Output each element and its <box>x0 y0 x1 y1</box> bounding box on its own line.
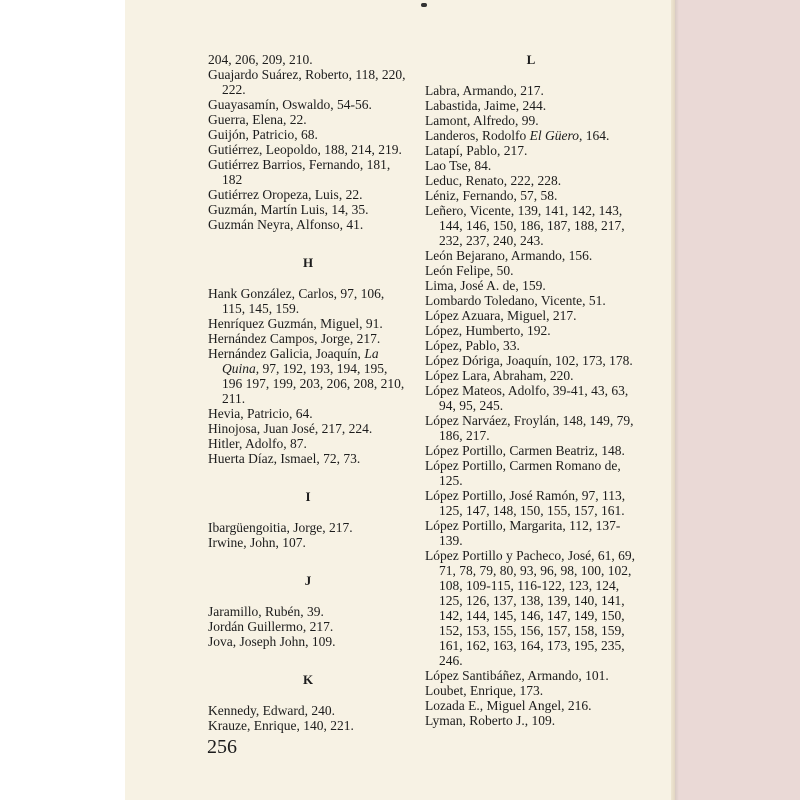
index-entry: Leñero, Vicente, 139, 141, 142, 143, 144, 146, 150, 186, 187, 188, 217, 232, 237, 240, 243. <box>425 203 625 248</box>
index-entry: Guzmán Neyra, Alfonso, 41. <box>208 217 364 232</box>
section-letter-h: H <box>302 255 314 270</box>
index-entry: 204, 206, 209, 210. <box>208 52 313 67</box>
index-entry: López Lara, Abraham, 220. <box>425 368 574 383</box>
page-mark <box>421 3 427 7</box>
background-strip <box>673 0 800 800</box>
index-entry: Lozada E., Miguel Angel, 216. <box>425 698 592 713</box>
index-entry: López Mateos, Adolfo, 39-41, 43, 63, 94, 95, 245. <box>425 383 629 413</box>
entry-pages: , 97, 192, 193, 194, 195, 196 197, 199, 203, 206, 208, 210, 211. <box>222 361 405 406</box>
index-entry: Guijón, Patricio, 68. <box>208 127 318 142</box>
index-entry: Latapí, Pablo, 217. <box>425 143 528 158</box>
index-entry: López Portillo, Carmen Romano de, 125. <box>425 458 621 488</box>
index-entry: León Felipe, 50. <box>425 263 514 278</box>
index-entry: López Portillo y Pacheco, José, 61, 69, 71, 78, 79, 80, 93, 96, 98, 100, 102, 108, 109-115, 116-122, 123, 124, 125, 126, 137, 138, 139, 140, 141, 142, 144, 145, 146, 147, 149, 150, 152, 153, 155, 156, 157, 158, 159, 161, 162, 163, 164, 173, 195, 235, 246. <box>425 548 635 668</box>
section-letter-j: J <box>304 573 312 588</box>
index-entry-landeros <box>425 128 637 143</box>
index-entry: López Portillo, Carmen Beatriz, 148. <box>425 443 625 458</box>
index-entry: Hinojosa, Juan José, 217, 224. <box>208 421 373 436</box>
index-entry: Lima, José A. de, 159. <box>425 278 546 293</box>
index-entry-hernandez-galicia <box>208 346 408 406</box>
index-entry: Hank González, Carlos, 97, 106, 115, 145, 159. <box>208 286 385 316</box>
section-letter-l: L <box>526 52 536 67</box>
book-page <box>125 0 675 800</box>
index-entry: Leduc, Renato, 222, 228. <box>425 173 562 188</box>
index-entry: Hernández Campos, Jorge, 217. <box>208 331 381 346</box>
index-entry: Jaramillo, Rubén, 39. <box>208 604 324 619</box>
index-column-left <box>208 52 408 733</box>
index-entry: Léniz, Fernando, 57, 58. <box>425 188 558 203</box>
index-entry: Guerra, Elena, 22. <box>208 112 307 127</box>
index-entry: Ibargüengoitia, Jorge, 217. <box>208 520 353 535</box>
index-entry: Gutiérrez Barrios, Fernando, 181, 182 <box>208 157 391 187</box>
index-entry: Irwine, John, 107. <box>208 535 306 550</box>
index-entry: Hitler, Adolfo, 87. <box>208 436 307 451</box>
section-letter-k: K <box>302 672 314 687</box>
index-entry: López Narváez, Froylán, 148, 149, 79, 186, 217. <box>425 413 634 443</box>
index-entry: Guzmán, Martín Luis, 14, 35. <box>208 202 369 217</box>
index-entry: Lombardo Toledano, Vicente, 51. <box>425 293 606 308</box>
index-entry: Lamont, Alfredo, 99. <box>425 113 539 128</box>
index-entry: Lao Tse, 84. <box>425 158 492 173</box>
index-entry: Jordán Guillermo, 217. <box>208 619 334 634</box>
index-entry: Hevia, Patricio, 64. <box>208 406 313 421</box>
index-entry: Kennedy, Edward, 240. <box>208 703 335 718</box>
index-entry: López, Humberto, 192. <box>425 323 551 338</box>
index-entry: Lyman, Roberto J., 109. <box>425 713 556 728</box>
index-entry: López Santibáñez, Armando, 101. <box>425 668 609 683</box>
index-entry: López Portillo, José Ramón, 97, 113, 125, 147, 148, 150, 155, 157, 161. <box>425 488 626 518</box>
index-entry: López Azuara, Miguel, 217. <box>425 308 577 323</box>
index-entry: López Dóriga, Joaquín, 102, 173, 178. <box>425 353 633 368</box>
index-entry: Loubet, Enrique, 173. <box>425 683 544 698</box>
index-entry: López Portillo, Margarita, 112, 137-139. <box>425 518 621 548</box>
index-entry: Labra, Armando, 217. <box>425 83 544 98</box>
index-entry: Huerta Díaz, Ismael, 72, 73. <box>208 451 361 466</box>
entry-name: Hernández Galicia, Joaquín, <box>208 346 365 361</box>
index-entry: León Bejarano, Armando, 156. <box>425 248 593 263</box>
index-column-right <box>425 52 637 728</box>
index-entry: Jova, Joseph John, 109. <box>208 634 336 649</box>
section-letter-i: I <box>305 489 311 504</box>
index-entry: Labastida, Jaime, 244. <box>425 98 547 113</box>
index-entry: Guayasamín, Oswaldo, 54-56. <box>208 97 372 112</box>
index-entry: Gutiérrez Oropeza, Luis, 22. <box>208 187 363 202</box>
index-entry: Henríquez Guzmán, Miguel, 91. <box>208 316 383 331</box>
index-entry: Guajardo Suárez, Roberto, 118, 220, 222. <box>208 67 406 97</box>
index-entry: Gutiérrez, Leopoldo, 188, 214, 219. <box>208 142 402 157</box>
entry-pages: , 164. <box>578 128 610 143</box>
index-entry: Krauze, Enrique, 140, 221. <box>208 718 354 733</box>
entry-name: Landeros, Rodolfo <box>425 128 530 143</box>
entry-alias: La Quina <box>222 346 379 376</box>
index-entry: López, Pablo, 33. <box>425 338 520 353</box>
entry-alias: El Güero <box>529 128 579 143</box>
page-number: 256 <box>207 736 237 758</box>
